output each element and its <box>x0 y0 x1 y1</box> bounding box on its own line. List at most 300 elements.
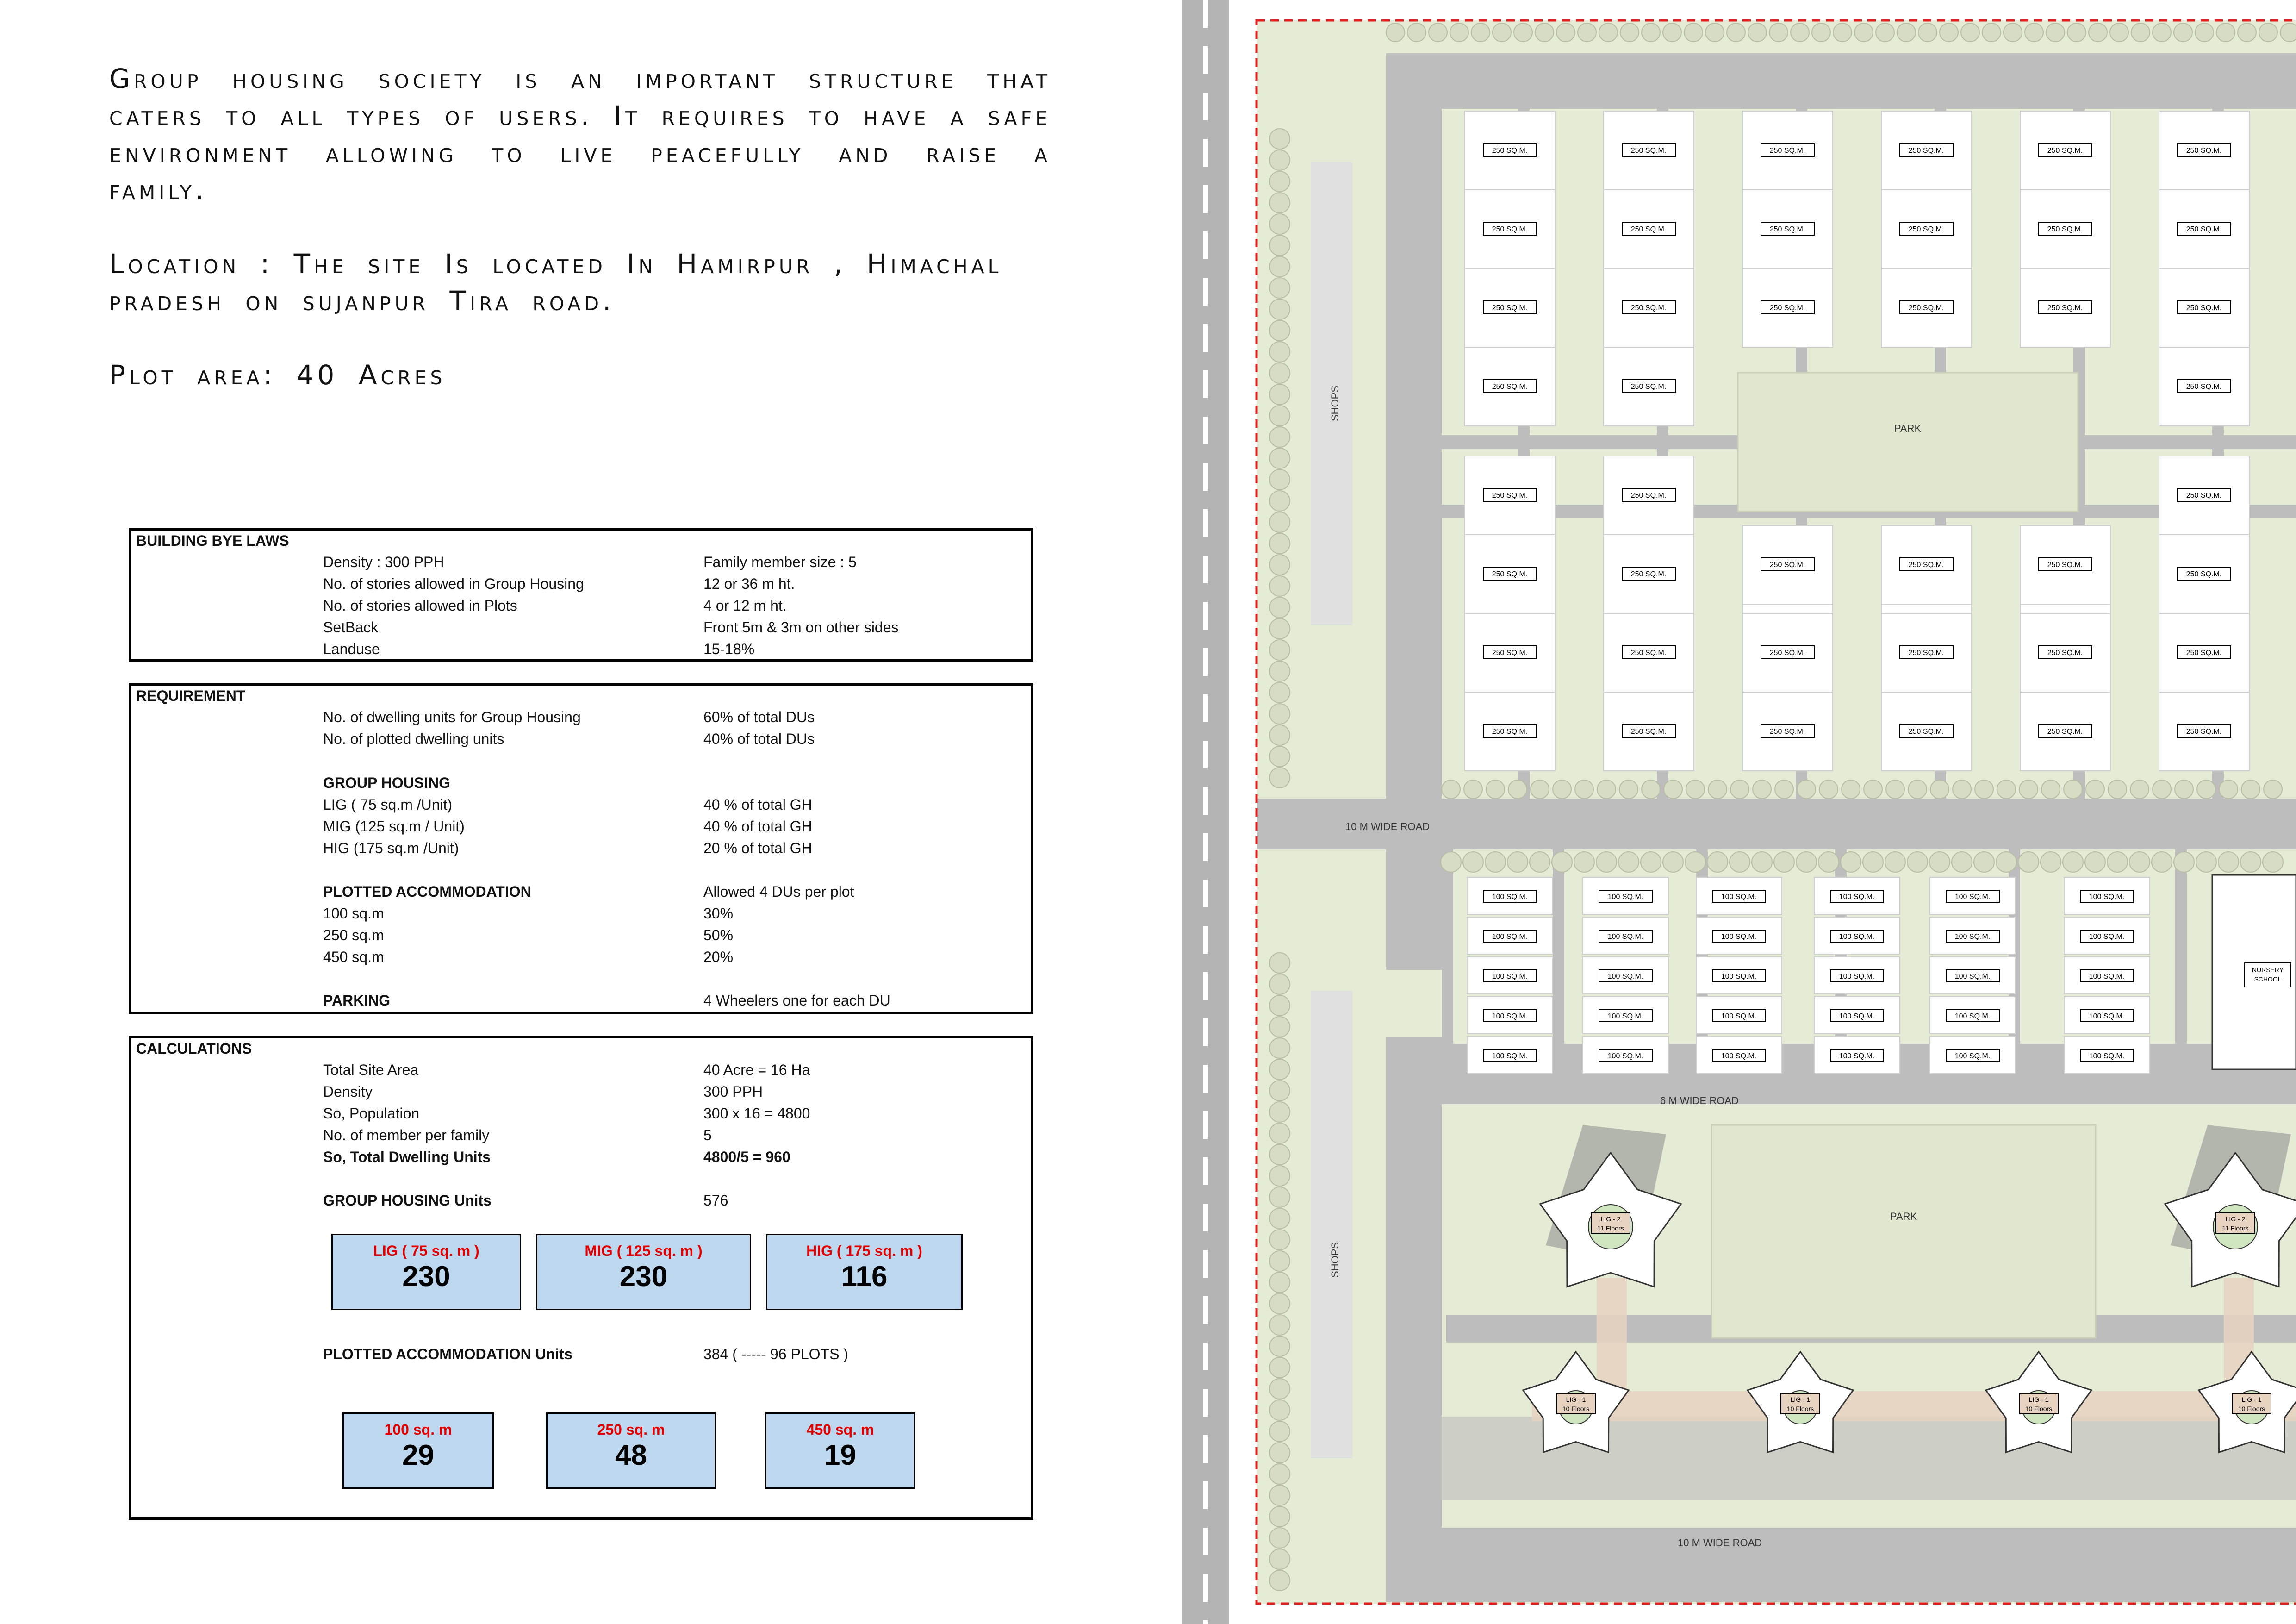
plot-100-label: 100 SQ.M. <box>1607 1012 1643 1020</box>
plot-250-units-label: 250 sq. m <box>597 1421 665 1438</box>
tree-icon <box>1486 780 1505 799</box>
tree-icon <box>1769 23 1788 42</box>
plot-100-label: 100 SQ.M. <box>1492 1012 1528 1020</box>
tree-icon <box>1961 23 1979 42</box>
tree-icon <box>1269 363 1290 383</box>
tree-icon <box>2018 852 2039 872</box>
tree-icon <box>1797 780 1816 799</box>
tree-icon <box>1269 1102 1290 1122</box>
tree-icon <box>1269 342 1290 362</box>
tree-icon <box>1774 852 1794 872</box>
tree-icon <box>1996 852 2016 872</box>
plot-100-label: 100 SQ.M. <box>1607 933 1643 941</box>
tree-icon <box>1269 661 1290 681</box>
tree-icon <box>2107 852 2128 872</box>
tree-icon <box>1269 235 1290 256</box>
tree-icon <box>2063 852 2083 872</box>
requirement-table <box>129 683 1033 1014</box>
row-value: 12 or 36 m ht. <box>703 575 795 592</box>
plot-250-label: 250 SQ.M. <box>2186 147 2222 155</box>
plot-250-label: 250 SQ.M. <box>1769 147 1805 155</box>
plot-250-label: 250 SQ.M. <box>1769 304 1805 312</box>
table-row <box>131 775 1031 796</box>
plot-250-label: 250 SQ.M. <box>1908 225 1944 233</box>
row-label: Density : 300 PPH <box>323 554 444 570</box>
plot-250-label: 250 SQ.M. <box>2186 383 2222 391</box>
table-row <box>131 709 1031 730</box>
tree-icon <box>2219 780 2238 799</box>
plot-250-label: 250 SQ.M. <box>2047 728 2083 736</box>
plot-250-label: 250 SQ.M. <box>2047 147 2083 155</box>
plot-250-label: 250 SQ.M. <box>1492 383 1528 391</box>
plot-250-label: 250 SQ.M. <box>1492 728 1528 736</box>
row-value: 4 or 12 m ht. <box>703 597 787 614</box>
tree-icon <box>1507 852 1528 872</box>
plot-250-label: 250 SQ.M. <box>1492 304 1528 312</box>
bye-laws-title: BUILDING BYE LAWS <box>136 532 289 549</box>
row-value: 50% <box>703 927 734 943</box>
tree-icon <box>1269 1208 1290 1229</box>
plot-100-label: 100 SQ.M. <box>1954 973 1991 981</box>
plot-250-units-box <box>546 1412 716 1489</box>
table-row <box>131 883 1031 905</box>
tree-icon <box>2240 852 2261 872</box>
tower-floors-label: 10 Floors <box>2025 1405 2053 1412</box>
tree-icon <box>1386 23 1405 42</box>
table-row <box>131 554 1031 575</box>
plot-100-label: 100 SQ.M. <box>1954 1052 1991 1060</box>
row-value: 300 x 16 = 4800 <box>703 1105 810 1122</box>
park-north-label: PARK <box>1894 423 1922 434</box>
tree-icon <box>1269 1230 1290 1250</box>
tree-icon <box>2041 780 2060 799</box>
tree-icon <box>1269 995 1290 1016</box>
tree-icon <box>1269 1421 1290 1442</box>
tree-icon <box>1514 23 1532 42</box>
plot-250-label: 250 SQ.M. <box>1630 728 1667 736</box>
tree-icon <box>2280 23 2296 42</box>
plot-100-label: 100 SQ.M. <box>2089 973 2125 981</box>
row-value: Family member size : 5 <box>703 554 857 570</box>
row-value: 20% <box>703 949 734 965</box>
plot-250-label: 250 SQ.M. <box>1492 570 1528 578</box>
row-label: No. of dwelling units for Group Housing <box>323 709 581 725</box>
tree-icon <box>2131 23 2150 42</box>
calculations-title: CALCULATIONS <box>136 1040 252 1057</box>
tree-icon <box>1269 384 1290 405</box>
plot-100-label: 100 SQ.M. <box>2089 1052 2125 1060</box>
row-label: Landuse <box>323 641 380 657</box>
road-label-10m-middle: 10 M WIDE ROAD <box>1345 821 1430 832</box>
section-label: PARKING <box>323 992 391 1009</box>
tree-icon <box>1269 491 1290 511</box>
tree-icon <box>2064 780 2082 799</box>
tower-floors-label: 10 Floors <box>1562 1405 1590 1412</box>
tree-icon <box>2085 852 2105 872</box>
tree-icon <box>1269 1506 1290 1527</box>
tree-icon <box>1269 427 1290 447</box>
hig-units-label: HIG ( 175 sq. m ) <box>806 1243 922 1259</box>
tree-icon <box>1642 780 1660 799</box>
tree-icon <box>1953 780 1971 799</box>
plot-100-label: 100 SQ.M. <box>1839 933 1875 941</box>
table-row <box>131 1149 1031 1170</box>
tree-icon <box>1269 512 1290 532</box>
tree-icon <box>1269 1081 1290 1101</box>
plot-250-label: 250 SQ.M. <box>1908 304 1944 312</box>
shops-label-south: SHOPS <box>1329 1242 1341 1278</box>
plot-250-label: 250 SQ.M. <box>1769 225 1805 233</box>
tree-icon <box>1269 974 1290 994</box>
lig-units-label: LIG ( 75 sq. m ) <box>373 1243 479 1259</box>
row-value: 4800/5 = 960 <box>703 1149 790 1165</box>
tree-icon <box>2174 23 2192 42</box>
plot-100-label: 100 SQ.M. <box>1954 893 1991 901</box>
plot-100-label: 100 SQ.M. <box>1721 1012 1757 1020</box>
table-row <box>131 927 1031 948</box>
tree-icon <box>1578 23 1596 42</box>
tree-icon <box>1269 682 1290 703</box>
tree-icon <box>1269 150 1290 170</box>
plot-100-label: 100 SQ.M. <box>2089 893 2125 901</box>
tree-icon <box>1269 214 1290 234</box>
intro-paragraph: Group housing society is an important structure that caters to all types of users. It requires to have a safe environment allowing to live peacefully and raise a family. <box>109 63 1051 206</box>
tree-icon <box>1974 852 1994 872</box>
row-label: MIG (125 sq.m / Unit) <box>323 818 465 835</box>
plot-250-label: 250 SQ.M. <box>1908 147 1944 155</box>
mig-units-label: MIG ( 125 sq. m ) <box>585 1243 703 1259</box>
tree-icon <box>1493 23 1511 42</box>
tree-icon <box>2108 780 2127 799</box>
tree-icon <box>1269 406 1290 426</box>
tree-icon <box>1508 780 1527 799</box>
plot-250-label: 250 SQ.M. <box>1630 649 1667 657</box>
plot-250-units-value: 48 <box>615 1439 647 1471</box>
tree-icon <box>2041 852 2061 872</box>
tree-icon <box>1269 597 1290 618</box>
tree-icon <box>1796 852 1817 872</box>
tree-icon <box>2263 852 2283 872</box>
table-row <box>131 1083 1031 1105</box>
tree-icon <box>2130 780 2149 799</box>
tree-icon <box>1269 1336 1290 1356</box>
tree-icon <box>1442 780 1460 799</box>
row-label: Total Site Area <box>323 1062 419 1078</box>
hig-units-value: 116 <box>841 1261 888 1293</box>
table-row <box>131 619 1031 640</box>
tree-icon <box>2153 23 2171 42</box>
tree-icon <box>1753 780 1771 799</box>
tree-icon <box>1269 1379 1290 1399</box>
row-label: 100 sq.m <box>323 905 384 922</box>
tower-floors-label: 11 Floors <box>1597 1224 1624 1232</box>
tree-icon <box>1269 1272 1290 1293</box>
row-value: Allowed 4 DUs per plot <box>703 883 854 900</box>
tree-icon <box>1907 852 1928 872</box>
tree-icon <box>1684 23 1703 42</box>
row-value: 40 Acre = 16 Ha <box>703 1062 810 1078</box>
walkway <box>1597 1278 1627 1398</box>
tree-icon <box>1407 23 1426 42</box>
tower-floors-label: 10 Floors <box>1786 1405 1814 1412</box>
plot-100-label: 100 SQ.M. <box>1492 893 1528 901</box>
tree-icon <box>1269 129 1290 149</box>
row-value: 384 ( ----- 96 PLOTS ) <box>703 1346 848 1362</box>
tree-icon <box>1574 852 1594 872</box>
park-north <box>1738 373 2078 512</box>
tree-icon <box>1269 555 1290 575</box>
shops-label-north: SHOPS <box>1329 385 1341 421</box>
tree-icon <box>1685 852 1705 872</box>
tree-icon <box>1269 1017 1290 1037</box>
tree-icon <box>1975 780 1993 799</box>
plot-250-label: 250 SQ.M. <box>1630 225 1667 233</box>
location-line-2: pradesh on sujanpur Tira road. <box>109 285 615 317</box>
lig-units-box <box>331 1234 521 1310</box>
table-row <box>131 796 1031 818</box>
tree-icon <box>2004 23 2022 42</box>
plot-250-label: 250 SQ.M. <box>2186 225 2222 233</box>
row-label: So, Population <box>323 1105 420 1122</box>
tree-icon <box>1752 852 1772 872</box>
tree-icon <box>1596 852 1617 872</box>
plot-250-label: 250 SQ.M. <box>1769 728 1805 736</box>
plot-100-label: 100 SQ.M. <box>1721 973 1757 981</box>
tree-icon <box>1269 1485 1290 1505</box>
plot-250-label: 250 SQ.M. <box>1908 649 1944 657</box>
plot-100-units-label: 100 sq. m <box>384 1421 452 1438</box>
park-south-label: PARK <box>1890 1211 1917 1222</box>
plot-100-label: 100 SQ.M. <box>1607 973 1643 981</box>
tree-icon <box>2175 780 2193 799</box>
row-value: 576 <box>703 1192 728 1209</box>
location-line-1: Location : The site Is located In Hamirpur , Himachal <box>109 248 1002 280</box>
park-south <box>1711 1125 2096 1338</box>
plot-250-label: 250 SQ.M. <box>1630 570 1667 578</box>
plot-100-label: 100 SQ.M. <box>1839 973 1875 981</box>
tree-icon <box>1908 780 1927 799</box>
tree-icon <box>1575 780 1593 799</box>
tree-icon <box>1269 1123 1290 1143</box>
plot-100-label: 100 SQ.M. <box>1721 893 1757 901</box>
plot-250-label: 250 SQ.M. <box>2186 649 2222 657</box>
nursery-label-line1: NURSERY <box>2252 966 2284 974</box>
site-plan-map <box>1182 0 2296 1624</box>
shops-block-south <box>1311 991 1352 1458</box>
tree-icon <box>1269 1464 1290 1484</box>
row-value: 20 % of total GH <box>703 840 812 856</box>
tree-icon <box>2264 780 2282 799</box>
plot-250-label: 250 SQ.M. <box>2047 304 2083 312</box>
tree-icon <box>2238 23 2256 42</box>
tree-icon <box>1791 23 1809 42</box>
plot-250-label: 250 SQ.M. <box>2047 225 2083 233</box>
plot-100-label: 100 SQ.M. <box>1839 893 1875 901</box>
tree-icon <box>1269 256 1290 277</box>
tree-icon <box>1997 780 2016 799</box>
tower-name-label: LIG - 1 <box>2241 1396 2262 1403</box>
tree-icon <box>1269 533 1290 554</box>
site-plan-panel <box>1182 0 2296 1624</box>
plot-250-label: 250 SQ.M. <box>2047 561 2083 569</box>
tree-icon <box>1863 852 1883 872</box>
tree-icon <box>1663 852 1683 872</box>
tree-icon <box>1708 780 1727 799</box>
tree-icon <box>1553 780 1571 799</box>
tower-name-label: LIG - 2 <box>1600 1215 1621 1223</box>
tree-icon <box>1812 23 1830 42</box>
tree-icon <box>1463 852 1483 872</box>
tree-icon <box>2195 23 2214 42</box>
tree-icon <box>1663 23 1681 42</box>
tree-icon <box>1864 780 1882 799</box>
tree-icon <box>2086 780 2104 799</box>
tree-icon <box>1269 278 1290 298</box>
row-value: 40 % of total GH <box>703 796 812 813</box>
plot-250-label: 250 SQ.M. <box>1492 147 1528 155</box>
row-label: 250 sq.m <box>323 927 384 943</box>
plot-100-label: 100 SQ.M. <box>1954 1012 1991 1020</box>
row-value: 40 % of total GH <box>703 818 812 835</box>
tree-icon <box>1429 23 1447 42</box>
plot-450-units-value: 19 <box>824 1439 856 1471</box>
plot-100-label: 100 SQ.M. <box>1492 933 1528 941</box>
tree-icon <box>1897 23 1916 42</box>
row-value: 30% <box>703 905 734 922</box>
tree-icon <box>1885 852 1905 872</box>
nursery-label-line2: SCHOOL <box>2254 975 2282 983</box>
plot-100-label: 100 SQ.M. <box>1721 933 1757 941</box>
tree-icon <box>2196 852 2216 872</box>
plot-250-label: 250 SQ.M. <box>2186 570 2222 578</box>
tree-icon <box>1727 23 1745 42</box>
tree-icon <box>1876 23 1894 42</box>
tree-icon <box>1748 23 1767 42</box>
row-value: 15-18% <box>703 641 755 657</box>
plot-450-units-box <box>765 1412 915 1489</box>
tree-icon <box>1618 852 1639 872</box>
row-label: PLOTTED ACCOMMODATION Units <box>323 1346 572 1362</box>
plot-area-text: Plot area: 40 Acres <box>109 359 446 391</box>
plot-250-label: 250 SQ.M. <box>2186 728 2222 736</box>
tree-icon <box>1530 852 1550 872</box>
tree-icon <box>1485 852 1506 872</box>
plot-100-label: 100 SQ.M. <box>1607 1052 1643 1060</box>
tree-icon <box>1952 852 1972 872</box>
tower-name-label: LIG - 1 <box>1566 1396 1586 1403</box>
row-label: LIG ( 75 sq.m /Unit) <box>323 796 453 813</box>
plot-250-label: 250 SQ.M. <box>1630 147 1667 155</box>
row-value: 40% of total DUs <box>703 731 815 747</box>
tree-icon <box>2152 852 2172 872</box>
tree-icon <box>1269 1038 1290 1058</box>
tree-icon <box>1441 852 1461 872</box>
tree-icon <box>1450 23 1468 42</box>
row-value: Front 5m & 3m on other sides <box>703 619 899 636</box>
tree-icon <box>1730 852 1750 872</box>
tree-icon <box>1620 23 1639 42</box>
tree-icon <box>1269 1357 1290 1378</box>
plot-250-label: 250 SQ.M. <box>1908 561 1944 569</box>
tree-icon <box>1842 780 1860 799</box>
tree-icon <box>2241 780 2260 799</box>
tree-icon <box>1464 780 1482 799</box>
table-row <box>131 731 1031 752</box>
tree-icon <box>2174 852 2194 872</box>
table-row <box>131 597 1031 618</box>
tree-icon <box>1599 23 1618 42</box>
plot-250-label: 250 SQ.M. <box>1630 304 1667 312</box>
tree-icon <box>1269 171 1290 192</box>
row-label: HIG (175 sq.m /Unit) <box>323 840 459 856</box>
table-row <box>131 1192 1031 1213</box>
plot-100-label: 100 SQ.M. <box>1607 893 1643 901</box>
tree-icon <box>1269 768 1290 788</box>
tree-icon <box>2218 852 2239 872</box>
tree-icon <box>1531 780 1549 799</box>
tree-icon <box>1269 618 1290 639</box>
tree-icon <box>1269 1315 1290 1335</box>
tower-name-label: LIG - 2 <box>2225 1215 2246 1223</box>
tree-icon <box>1269 725 1290 745</box>
table-row <box>131 641 1031 662</box>
tree-icon <box>1269 746 1290 767</box>
plot-100-label: 100 SQ.M. <box>1492 973 1528 981</box>
tree-icon <box>1269 1293 1290 1314</box>
tree-icon <box>1664 780 1682 799</box>
plot-250-label: 250 SQ.M. <box>2047 649 2083 657</box>
tree-icon <box>1269 193 1290 213</box>
row-label: Density <box>323 1083 373 1100</box>
section-label: PLOTTED ACCOMMODATION <box>323 883 531 900</box>
plot-100-label: 100 SQ.M. <box>1492 1052 1528 1060</box>
tree-icon <box>1269 1549 1290 1569</box>
tree-icon <box>1597 780 1616 799</box>
row-label: No. of stories allowed in Group Housing <box>323 575 584 592</box>
tree-icon <box>2025 23 2043 42</box>
tree-icon <box>1818 852 1839 872</box>
tree-icon <box>1642 23 1660 42</box>
calculations-table <box>129 1036 1033 1520</box>
road-label-10m-south: 10 M WIDE ROAD <box>1678 1537 1762 1549</box>
tree-icon <box>1886 780 1904 799</box>
tree-icon <box>1269 1166 1290 1186</box>
tree-icon <box>1269 320 1290 341</box>
road-label-6m: 6 M WIDE ROAD <box>1660 1095 1739 1106</box>
tree-icon <box>1707 852 1728 872</box>
plot-250-label: 250 SQ.M. <box>2186 492 2222 500</box>
plot-100-label: 100 SQ.M. <box>1721 1052 1757 1060</box>
tree-icon <box>1269 1187 1290 1207</box>
plot-250-label: 250 SQ.M. <box>1908 728 1944 736</box>
tree-icon <box>1269 469 1290 490</box>
tree-icon <box>1930 780 1949 799</box>
plot-250-label: 250 SQ.M. <box>1630 383 1667 391</box>
tree-icon <box>1269 1144 1290 1165</box>
tree-icon <box>1705 23 1724 42</box>
tree-icon <box>2216 23 2235 42</box>
tree-icon <box>1982 23 2001 42</box>
tree-icon <box>1854 23 1873 42</box>
tree-icon <box>1556 23 1575 42</box>
table-row <box>131 905 1031 926</box>
plot-250-label: 250 SQ.M. <box>1492 225 1528 233</box>
row-value: 60% of total DUs <box>703 709 815 725</box>
tree-icon <box>2197 780 2215 799</box>
tower-name-label: LIG - 1 <box>1790 1396 1811 1403</box>
table-row <box>131 1105 1031 1126</box>
tree-icon <box>2089 23 2107 42</box>
